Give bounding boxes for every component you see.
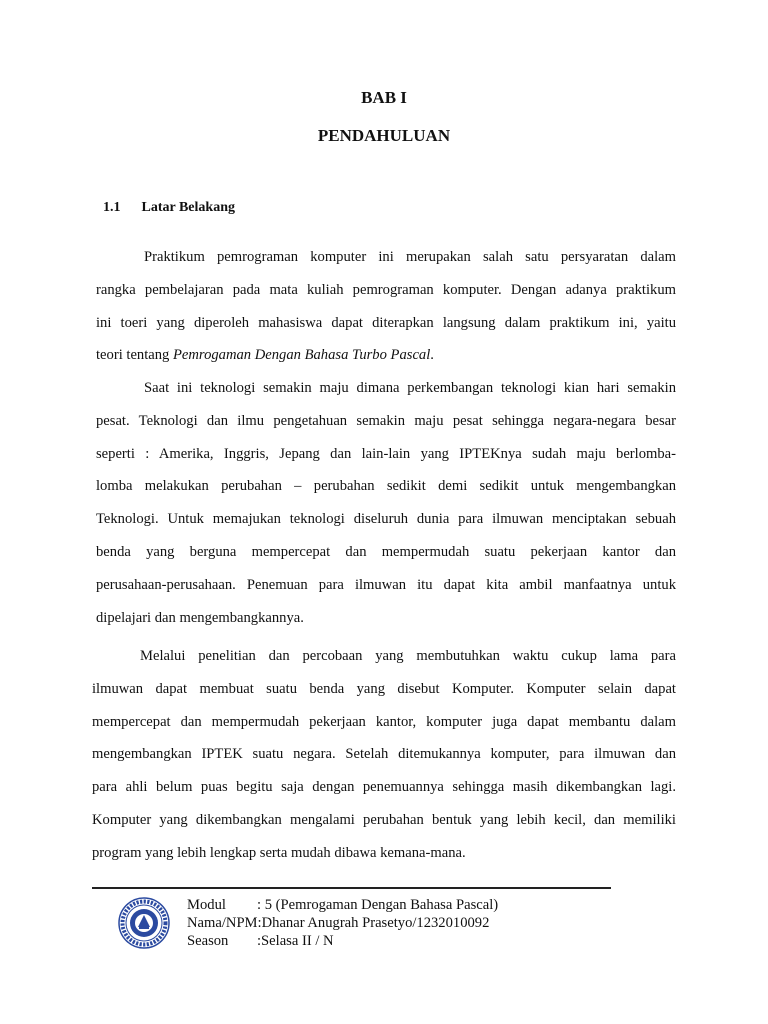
paragraph-line: lomba melakukan perubahan – perubahan sedikit demi sedikit untuk mengembangkan	[96, 478, 676, 495]
paragraph-line: program yang lebih lengkap serta mudah dibawa kemana-mana.	[92, 844, 466, 861]
paragraph-line: mengembangkan IPTEK suatu negara. Setelah ditemukannya komputer, para ilmuwan dan	[92, 746, 676, 763]
emphasis-text: Pemrogaman Dengan Bahasa Turbo Pascal	[173, 347, 431, 364]
paragraph	[96, 241, 676, 372]
section-title: Latar Belakang	[141, 200, 235, 215]
footer-label: Season	[187, 933, 229, 949]
paragraph-line: Melalui penelitian dan percobaan yang membutuhkan waktu cukup lama para	[140, 648, 676, 664]
footer-label: Modul	[187, 897, 226, 913]
paragraph	[96, 372, 676, 634]
paragraph-line: pesat. Teknologi dan ilmu pengetahuan semakin maju pesat sehingga negara-negara besar	[96, 412, 676, 429]
paragraph-line: Teknologi. Untuk memajukan teknologi diseluruh dunia para ilmuwan menciptakan sebuah	[96, 511, 676, 528]
footer-value: :Selasa II / N	[257, 933, 334, 949]
university-seal-icon	[118, 897, 170, 949]
line-text: teori tentang	[96, 347, 173, 364]
chapter-number: BAB I	[361, 88, 407, 107]
paragraph-line: para ahli belum puas begitu saja dengan penemuannya sehingga masih dikembangkan lagi.	[92, 779, 676, 796]
footer-label: Nama/NPM	[187, 915, 258, 931]
paragraph-line: Komputer yang dikembangkan mengalami perubahan bentuk yang lebih kecil, dan memiliki	[92, 811, 676, 828]
footer-info	[187, 896, 498, 950]
line-text: .	[430, 347, 434, 364]
paragraph-line: benda yang berguna mempercepat dan mempermudah suatu pekerjaan kantor dan	[96, 543, 676, 560]
paragraph-line: ini toeri yang diperoleh mahasiswa dapat diterapkan langsung dalam praktikum ini, yaitu	[96, 314, 676, 331]
paragraph-line: seperti : Amerika, Inggris, Jepang dan lain-lain yang IPTEKnya sudah maju berlomba-	[96, 445, 676, 462]
section-heading	[103, 200, 235, 216]
paragraph-line: dipelajari dan mengembangkannya.	[96, 609, 304, 626]
paragraph-line: Saat ini teknologi semakin maju dimana perkembangan teknologi kian hari semakin	[144, 380, 676, 396]
footer-value: : 5 (Pemrogaman Dengan Bahasa Pascal)	[257, 897, 499, 913]
footer-row-npm	[187, 914, 498, 932]
paragraph-line	[96, 339, 676, 372]
section-number: 1.1	[103, 200, 121, 215]
paragraph-line: Praktikum pemrograman komputer ini merupakan salah satu persyaratan dalam	[144, 249, 676, 265]
chapter-title: PENDAHULUAN	[317, 126, 451, 145]
footer-row-modul	[187, 896, 498, 914]
paragraph	[92, 640, 676, 870]
footer-value: :Dhanar Anugrah Prasetyo/1232010092	[257, 915, 490, 931]
footer-divider	[92, 887, 611, 889]
paragraph-line: rangka pembelajaran pada mata kuliah pemrograman komputer. Dengan adanya praktikum	[96, 281, 676, 298]
paragraph-line: ilmuwan dapat membuat suatu benda yang disebut Komputer. Komputer selain dapat	[92, 680, 676, 697]
paragraph-line: mempercepat dan mempermudah pekerjaan kantor, komputer juga dapat membantu dalam	[92, 713, 676, 730]
paragraph-line: perusahaan-perusahaan. Penemuan para ilmuwan itu dapat kita ambil manfaatnya untuk	[96, 576, 676, 593]
footer-row-season	[187, 932, 498, 950]
